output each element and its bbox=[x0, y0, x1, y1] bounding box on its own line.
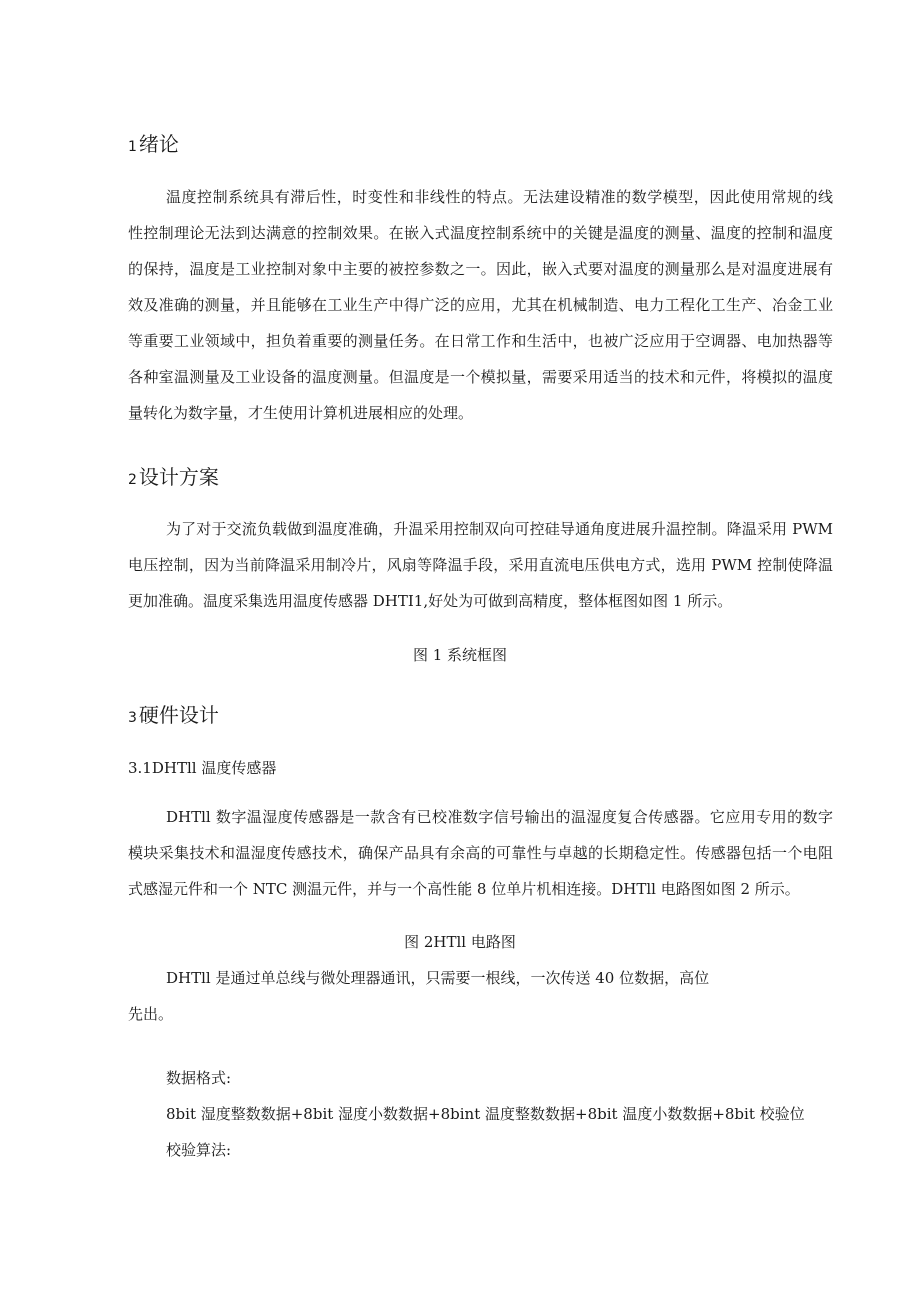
figure-2-caption: 图 2HTll 电路图 bbox=[404, 933, 516, 951]
paragraph-line: DHTll 是通过单总线与微处理器通讯，只需要一根线，一次传送 40 位数据，高位 bbox=[166, 969, 710, 987]
section-title: 硬件设计 bbox=[138, 703, 219, 727]
section-number: 2 bbox=[128, 472, 137, 488]
section-2-heading bbox=[128, 465, 219, 492]
data-format-text: 8bit 湿度整数数据+8bit 湿度小数数据+8bint 温度整数数据+8bit 温度小数数据+8bit 校验位 bbox=[166, 1105, 805, 1123]
paragraph-line: 电压控制，因为当前降温采用制冷片，风扇等降温手段，采用直流电压供电方式，选用 PWM 控制使降温 bbox=[128, 556, 833, 574]
data-format-label: 数据格式: bbox=[166, 1069, 232, 1087]
paragraph-line: 效及准确的测量，并且能够在工业生产中得广泛的应用，尤其在机械制造、电力工程化工生产、冶金工业 bbox=[128, 296, 833, 314]
paragraph-line: 先出。 bbox=[128, 1005, 174, 1023]
paragraph-line: 各种室温测量及工业设备的温度测量。但温度是一个模拟量，需要采用适当的技术和元件，将模拟的温度 bbox=[128, 368, 833, 386]
subsection-3-1-heading: 3.1DHTll 温度传感器 bbox=[128, 759, 277, 777]
paragraph-line: 等重要工业领域中，担负着重要的测量任务。在日常工作和生活中，也被广泛应用于空调器、电加热器等 bbox=[128, 332, 833, 350]
paragraph-line: 量转化为数字量，才生使用计算机进展相应的处理。 bbox=[128, 404, 474, 422]
section-3-heading bbox=[128, 703, 219, 730]
paragraph-line: 模块采集技术和温湿度传感技术，确保产品具有余高的可靠性与卓越的长期稳定性。传感器包括一个电阻 bbox=[128, 844, 833, 862]
figure-1-caption: 图 1 系统框图 bbox=[412, 646, 508, 664]
paragraph-line: 温度控制系统具有滞后性，时变性和非线性的特点。无法建设精准的数学模型，因此使用常规的线 bbox=[166, 188, 833, 206]
paragraph-line: 的保持，温度是工业控制对象中主要的被控参数之一。因此，嵌入式要对温度的测量那么是对温度进展有 bbox=[128, 260, 833, 278]
paragraph-line: 更加准确。温度采集选用温度传感器 DHTI1,好处为可做到高精度，整体框图如图 1 所示。 bbox=[128, 592, 733, 610]
section-title: 设计方案 bbox=[138, 465, 219, 489]
section-number: 1 bbox=[128, 139, 137, 155]
paragraph-line: 式感湿元件和一个 NTC 测温元件，并与一个高性能 8 位单片机相连接。DHTll 电路图如图 2 所示。 bbox=[128, 880, 800, 898]
paragraph-line: DHTll 数字温湿度传感器是一款含有已校准数字信号输出的温湿度复合传感器。它应用专用的数字 bbox=[166, 808, 833, 826]
checksum-label: 校验算法: bbox=[166, 1141, 232, 1159]
paragraph-line: 性控制理论无法到达满意的控制效果。在嵌入式温度控制系统中的关键是温度的测量、温度的控制和温度 bbox=[128, 224, 833, 242]
section-number: 3 bbox=[128, 710, 137, 726]
section-title: 绪论 bbox=[138, 132, 179, 156]
section-1-heading bbox=[128, 132, 179, 159]
paragraph-line: 为了对于交流负载做到温度准确，升温采用控制双向可控硅导通角度进展升温控制。降温采用 PWM bbox=[166, 520, 833, 538]
